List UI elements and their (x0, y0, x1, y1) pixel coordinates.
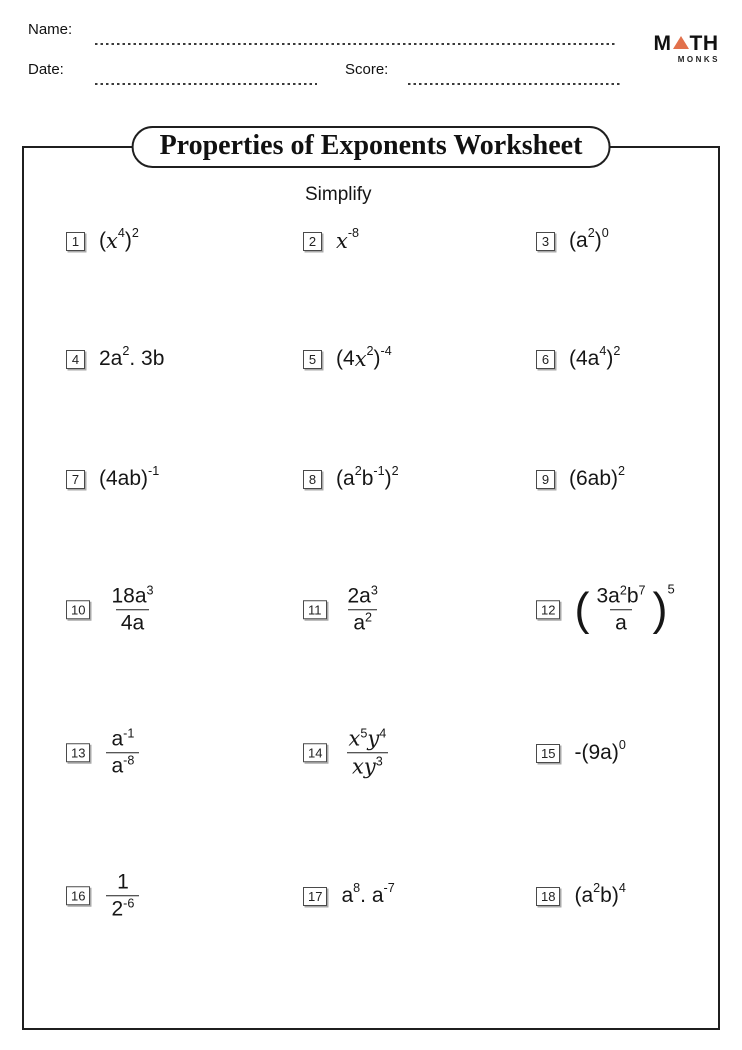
fraction-denominator (116, 610, 149, 637)
fraction-numerator (106, 583, 158, 609)
logo-subtext: MONKS (677, 55, 720, 64)
page-title: Properties of Exponents Worksheet (132, 126, 611, 168)
exponent: 3 (375, 754, 383, 769)
variable: y (367, 726, 380, 751)
fraction-numerator (591, 583, 650, 609)
name-fill-line (95, 43, 617, 45)
exponent: 3 (146, 583, 154, 598)
expression-text: a (341, 884, 354, 907)
fraction (343, 583, 383, 637)
fraction (343, 725, 391, 781)
problem-expression (341, 583, 385, 637)
problem-number-badge: 4 (66, 350, 85, 369)
variable: x (354, 347, 367, 371)
exponent: 4 (618, 880, 626, 895)
expression-text: 2 (111, 897, 124, 921)
expression-text: ) (384, 467, 392, 490)
expression-text: -(9a) (574, 741, 619, 764)
triangle-icon (673, 36, 689, 49)
expression-text: b (626, 584, 639, 608)
expression-text: 3a (596, 584, 620, 608)
exponent: -8 (123, 753, 135, 768)
variable: x (336, 229, 348, 253)
problem-17 (303, 880, 395, 908)
problem-expression (569, 343, 621, 371)
expression-text: ) (373, 347, 381, 370)
expression-text: a (111, 727, 124, 751)
variable: x (106, 229, 118, 253)
fraction (106, 726, 139, 780)
expression-text: 4a (120, 611, 145, 635)
fraction-numerator (112, 869, 134, 895)
problem-7 (66, 463, 160, 491)
exponent: 2 (587, 225, 595, 240)
problem-4 (66, 343, 165, 371)
problem-expression (341, 725, 393, 781)
expression-text: 1 (117, 870, 129, 894)
problem-number-badge: 11 (303, 601, 327, 620)
problem-number-badge: 16 (66, 887, 90, 906)
exponent: 8 (353, 880, 361, 895)
expression-text: 2a (99, 347, 123, 370)
problem-number-badge: 13 (66, 744, 90, 763)
exponent: 0 (618, 737, 626, 752)
problem-expression (341, 880, 395, 908)
fraction-numerator (343, 583, 383, 609)
problem-5 (303, 343, 392, 371)
exponent: 4 (599, 343, 607, 358)
name-label: Name: (28, 21, 73, 38)
problem-expression (574, 737, 626, 765)
score-fill-line (408, 83, 621, 85)
date-label: Date: (28, 61, 64, 78)
problem-expression (104, 869, 141, 923)
expression-text: 18a (111, 584, 147, 608)
expression-text: (a (574, 884, 594, 907)
logo-wordmark (650, 33, 722, 54)
exponent: 2 (618, 463, 626, 478)
expression-text: (4 (336, 347, 355, 370)
problem-13 (66, 726, 141, 780)
problem-3 (536, 225, 609, 253)
logo-letters-th: TH (689, 32, 719, 55)
variable: x (348, 726, 361, 751)
expression-text: (a (336, 467, 355, 490)
exponent: 7 (638, 583, 646, 598)
problem-expression (336, 225, 360, 253)
exponent: -8 (347, 225, 360, 240)
problem-11 (303, 583, 385, 637)
fraction (591, 583, 650, 637)
expression-text: (4a (569, 347, 600, 370)
score-label: Score: (345, 61, 389, 78)
problem-number-badge: 6 (536, 350, 555, 369)
expression-text: b (361, 467, 374, 490)
exponent: 2 (613, 343, 621, 358)
exponent: 5 (360, 726, 368, 741)
problem-expression (104, 726, 141, 780)
exponent: 2 (366, 343, 374, 358)
exponent: -1 (123, 726, 135, 741)
fraction-denominator (610, 610, 632, 637)
problem-number-badge: 5 (303, 350, 322, 369)
problem-number-badge: 2 (303, 232, 322, 251)
expression-text: ) (606, 347, 614, 370)
exponent: 3 (370, 583, 378, 598)
fraction-denominator (106, 753, 139, 780)
variable: y (363, 754, 376, 779)
problem-number-badge: 8 (303, 470, 322, 489)
problem-number-badge: 3 (536, 232, 555, 251)
exponent: 2 (122, 343, 130, 358)
exponent: 4 (117, 225, 125, 240)
exponent: 2 (619, 583, 627, 598)
fraction-numerator (106, 726, 139, 752)
expression-text: b) (600, 884, 619, 907)
problem-expression (569, 463, 626, 491)
math-monks-logo (650, 33, 722, 64)
problem-expression (574, 880, 626, 908)
exponent: -1 (148, 463, 160, 478)
problem-number-badge: 18 (536, 887, 560, 906)
expression-text: (4ab) (99, 467, 149, 490)
expression-text: ( (99, 229, 106, 252)
exponent: 2 (365, 610, 373, 625)
exponent: -1 (373, 463, 385, 478)
problem-expression (99, 225, 139, 253)
exponent: 0 (601, 225, 609, 240)
problem-14 (303, 725, 393, 781)
problem-number-badge: 15 (536, 744, 560, 763)
problem-expression (569, 225, 609, 253)
logo-letter-m: M (653, 32, 672, 55)
problem-number-badge: 14 (303, 744, 327, 763)
problem-number-badge: 10 (66, 601, 90, 620)
expression-text: ) (124, 229, 132, 252)
exponent: 5 (667, 581, 675, 597)
exponent: 2 (391, 463, 399, 478)
exponent: 2 (131, 225, 139, 240)
date-fill-line (95, 83, 317, 85)
exponent: 2 (593, 880, 601, 895)
exponent: -7 (383, 880, 395, 895)
fraction-denominator (106, 896, 139, 923)
problem-number-badge: 7 (66, 470, 85, 489)
problem-2 (303, 225, 360, 253)
exponent: -6 (123, 896, 135, 911)
problem-16 (66, 869, 141, 923)
problem-15 (536, 737, 626, 765)
fraction-denominator (347, 753, 388, 781)
problem-number-badge: 1 (66, 232, 85, 251)
problem-expression (574, 583, 674, 637)
problem-expression (99, 463, 160, 491)
expression-text: a (111, 754, 124, 778)
fraction (106, 869, 139, 923)
big-parenthesis: ) (652, 582, 668, 634)
problem-expression (104, 583, 160, 637)
problem-expression (336, 463, 399, 491)
big-parenthesis: ( (574, 582, 590, 634)
expression-text: (6ab) (569, 467, 619, 490)
expression-text: a (615, 611, 627, 635)
problem-number-badge: 17 (303, 887, 327, 906)
problem-18 (536, 880, 626, 908)
fraction (106, 583, 158, 637)
problem-8 (303, 463, 399, 491)
problem-1 (66, 225, 139, 253)
variable: x (351, 754, 364, 779)
expression-text: ) (594, 229, 602, 252)
expression-text: . 3b (129, 347, 165, 370)
problem-9 (536, 463, 626, 491)
expression-text: . a (360, 884, 384, 907)
fraction-denominator (348, 610, 377, 637)
fraction-numerator (343, 725, 391, 752)
problem-number-badge: 9 (536, 470, 555, 489)
problem-10 (66, 583, 161, 637)
exponent: 4 (379, 726, 387, 741)
exponent: -4 (380, 343, 392, 358)
problem-12 (536, 583, 675, 637)
exponent: 2 (354, 463, 362, 478)
problem-expression (99, 343, 165, 371)
problem-6 (536, 343, 621, 371)
expression-text: 2a (347, 584, 371, 608)
problem-number-badge: 12 (536, 601, 560, 620)
problem-expression (336, 343, 392, 371)
simplify-heading: Simplify (305, 184, 372, 205)
expression-text: (a (569, 229, 588, 252)
expression-text: a (353, 611, 366, 635)
